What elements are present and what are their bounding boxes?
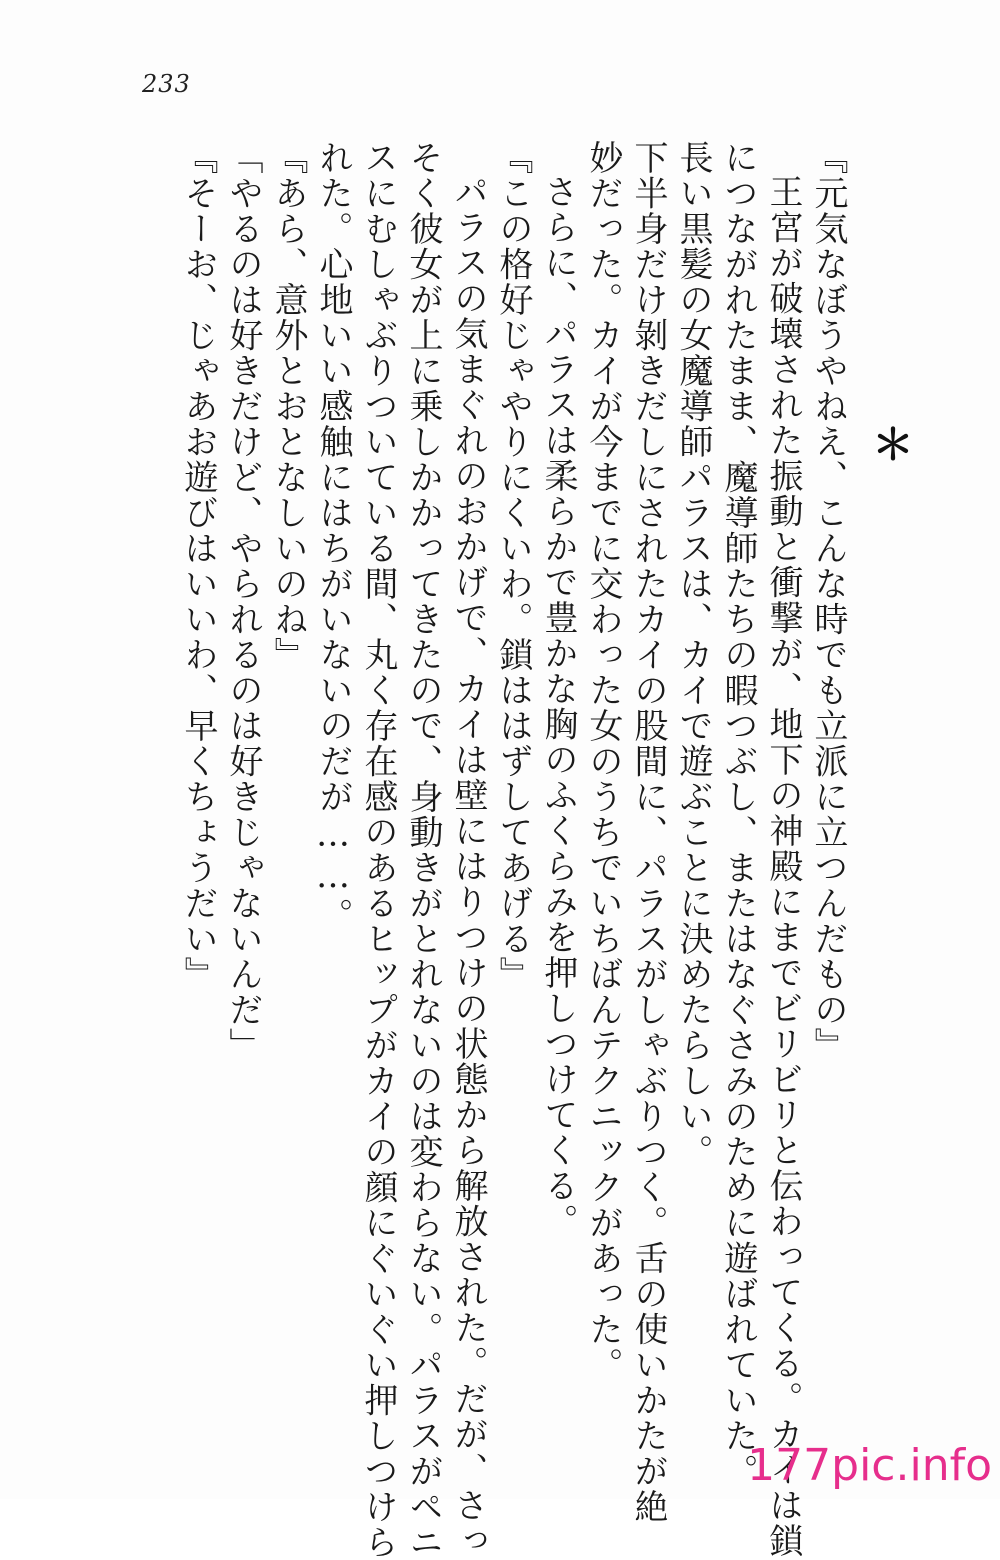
text-line: パラスの気まぐれのおかげで、カイは壁にはりつけの状態から解放された。だが、さっ	[448, 174, 488, 1559]
text-line: れた。心地いい感触にはちがいないのだが……。	[313, 140, 353, 933]
page-number: 233	[142, 70, 191, 98]
text-line: 『元気なぼうやねえ、こんな時でも立派に立つんだもの』	[808, 140, 848, 1063]
text-line: 王宮が破壊された振動と衝撃が、地下の神殿にまでビリビリと伝わってくる。カイは鎖	[763, 174, 803, 1559]
vertical-text-block	[150, 140, 850, 1560]
text-line: 『この格好じゃやりにくいわ。鎖ははずしてあげる』	[493, 140, 533, 992]
text-line: スにむしゃぶりついている間、丸く存在感のあるヒップがカイの顔にぐいぐい押しつけら	[358, 140, 398, 1560]
section-break-asterisk: ＊	[872, 420, 915, 469]
watermark: 177pic.info	[747, 1440, 992, 1491]
text-line: 下半身だけ剝きだしにされたカイの股間に、パラスがしゃぶりつく。舌の使いかたが絶	[628, 140, 668, 1525]
text-line: につながれたまま、魔導師たちの暇つぶし、またはなぐさみのために遊ばれていた。	[718, 140, 758, 1489]
text-line: そく彼女が上に乗しかかってきたので、身動きがとれないのは変わらない。パラスがペニ	[403, 140, 443, 1560]
text-line: 長い黒髪の女魔導師パラスは、カイで遊ぶことに決めたらしい。	[673, 140, 713, 1170]
text-line: 「やるのは好きだけど、やられるのは好きじゃないんだ」	[223, 140, 263, 1063]
text-line: 妙だった。カイが今までに交わった女のうちでいちばんテクニックがあった。	[583, 140, 623, 1383]
text-line: 『あら、意外とおとなしいのね』	[268, 140, 308, 673]
text-line: 『そーお、じゃあお遊びはいいわ、早くちょうだい』	[178, 140, 218, 992]
text-line: さらに、パラスは柔らかで豊かな胸のふくらみを押しつけてくる。	[538, 174, 578, 1239]
